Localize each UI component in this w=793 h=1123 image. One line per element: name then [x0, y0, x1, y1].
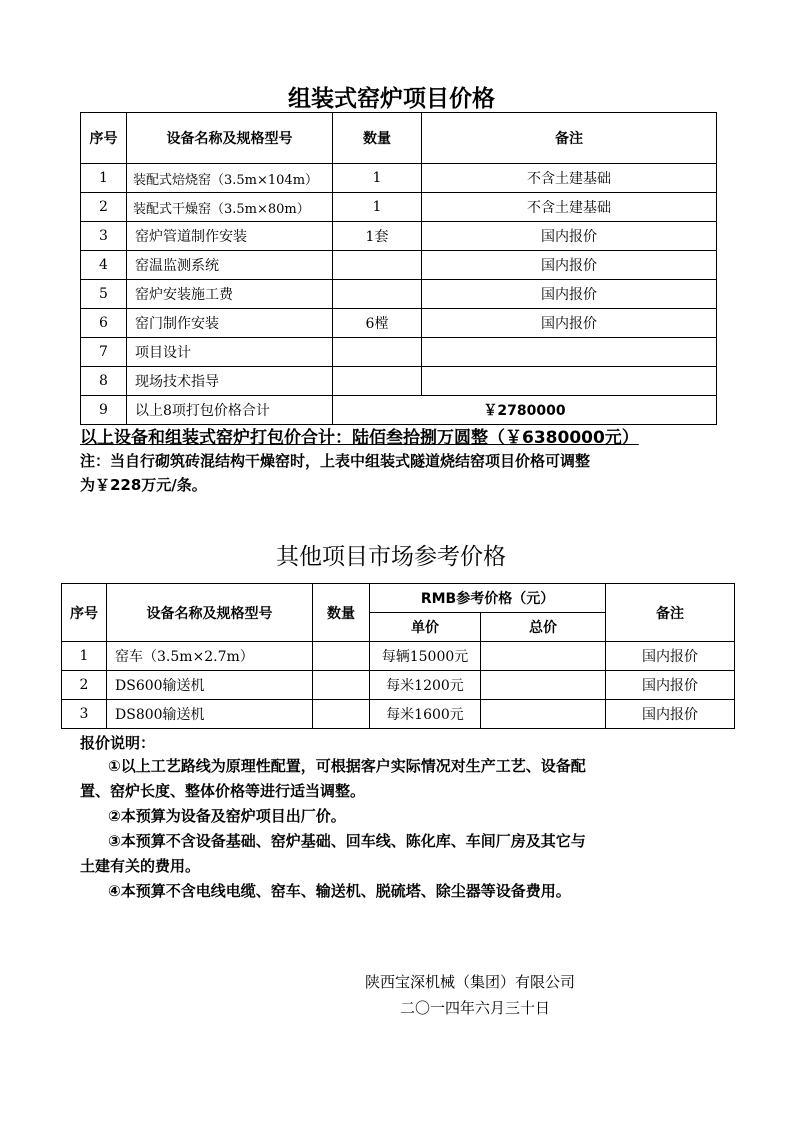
row-name: 窑炉安装施工费 [127, 280, 333, 309]
row-note: 国内报价 [606, 642, 735, 671]
row-note: 国内报价 [606, 671, 735, 700]
header-note: 备注 [606, 584, 735, 642]
remarks-heading: 报价说明： [80, 734, 156, 752]
row-qty: 1 [333, 193, 422, 222]
row-no: 1 [81, 164, 127, 193]
row-note: 国内报价 [422, 280, 717, 309]
row-name: DS600输送机 [107, 671, 313, 700]
header-qty: 数量 [333, 113, 422, 164]
row-note: 国内报价 [422, 251, 717, 280]
row-total-price [481, 700, 606, 729]
row-unit-price: 每米1600元 [370, 700, 481, 729]
total-row-price: ￥2780000 [333, 396, 717, 425]
table-row [81, 222, 717, 251]
row-note [422, 338, 717, 367]
header-total-price: 总价 [481, 613, 606, 642]
reference-price-table [61, 583, 735, 729]
row-name: DS800输送机 [107, 700, 313, 729]
table-row [62, 700, 735, 729]
note-line-1: 注：当自行砌筑砖混结构干燥窑时，上表中组装式隧道烧结窑项目价格可调整 [80, 452, 591, 470]
row-name: 窑炉管道制作安装 [127, 222, 333, 251]
total-row-no: 9 [81, 396, 127, 425]
row-name: 装配式干燥窑（3.5m×80m） [127, 193, 333, 222]
row-no: 6 [81, 309, 127, 338]
remark-3-line-2: 土建有关的费用。 [80, 857, 201, 875]
row-qty: 6樘 [333, 309, 422, 338]
section1-title: 组装式窑炉项目价格 [288, 86, 495, 112]
table-total-row [81, 396, 717, 425]
table-row [81, 309, 717, 338]
remark-4: ④本预算不含电线电缆、窑车、输送机、脱硫塔、除尘器等设备费用。 [108, 882, 571, 900]
row-qty: 1套 [333, 222, 422, 251]
row-qty [313, 642, 370, 671]
header-qty: 数量 [313, 584, 370, 642]
row-note [422, 367, 717, 396]
row-no: 3 [81, 222, 127, 251]
row-name: 装配式焙烧窑（3.5m×104m） [127, 164, 333, 193]
row-qty [333, 367, 422, 396]
row-no: 2 [62, 671, 107, 700]
row-no: 4 [81, 251, 127, 280]
row-name: 窑温监测系统 [127, 251, 333, 280]
row-no: 3 [62, 700, 107, 729]
table-row [81, 367, 717, 396]
row-note: 国内报价 [606, 700, 735, 729]
table-row [62, 671, 735, 700]
kiln-price-table [80, 112, 717, 425]
row-qty [333, 280, 422, 309]
row-no: 2 [81, 193, 127, 222]
package-total: 以上设备和组装式窑炉打包价合计：陆佰叁拾捌万圆整（￥6380000元） [80, 428, 639, 448]
row-total-price [481, 671, 606, 700]
row-unit-price: 每辆15000元 [370, 642, 481, 671]
remark-3-line-1: ③本预算不含设备基础、窑炉基础、回车线、陈化库、车间厂房及其它与 [108, 832, 586, 850]
row-note: 国内报价 [422, 222, 717, 251]
row-qty: 1 [333, 164, 422, 193]
row-note: 不含土建基础 [422, 193, 717, 222]
row-unit-price: 每米1200元 [370, 671, 481, 700]
header-note: 备注 [422, 113, 717, 164]
remark-1-line-1: ①以上工艺路线为原理性配置，可根据客户实际情况对生产工艺、设备配 [108, 757, 586, 775]
row-total-price [481, 642, 606, 671]
row-qty [333, 338, 422, 367]
row-name: 窑车（3.5m×2.7m） [107, 642, 313, 671]
table-row [81, 164, 717, 193]
row-note: 国内报价 [422, 309, 717, 338]
row-no: 1 [62, 642, 107, 671]
row-no: 7 [81, 338, 127, 367]
header-unit-price: 单价 [370, 613, 481, 642]
header-no: 序号 [62, 584, 107, 642]
header-name: 设备名称及规格型号 [127, 113, 333, 164]
row-name: 窑门制作安装 [127, 309, 333, 338]
table-row [81, 338, 717, 367]
table-row [81, 193, 717, 222]
total-row-name: 以上8项打包价格合计 [127, 396, 333, 425]
note-line-2: 为￥228万元/条。 [80, 476, 207, 494]
table-row [62, 642, 735, 671]
company-name: 陕西宝深机械（集团）有限公司 [365, 973, 576, 991]
header-name: 设备名称及规格型号 [107, 584, 313, 642]
row-no: 8 [81, 367, 127, 396]
table-row [81, 280, 717, 309]
remark-2: ②本预算为设备及窑炉项目出厂价。 [108, 807, 346, 825]
table-header-row [81, 113, 717, 164]
row-qty [333, 251, 422, 280]
table-header-row [62, 584, 735, 613]
row-name: 现场技术指导 [127, 367, 333, 396]
remark-1-line-2: 置、窑炉长度、整体价格等进行适当调整。 [80, 782, 366, 800]
header-no: 序号 [81, 113, 127, 164]
row-qty [313, 700, 370, 729]
row-qty [313, 671, 370, 700]
table-row [81, 251, 717, 280]
row-name: 项目设计 [127, 338, 333, 367]
row-no: 5 [81, 280, 127, 309]
section2-title: 其他项目市场参考价格 [276, 544, 506, 570]
header-price-group: RMB参考价格（元） [370, 584, 606, 613]
row-note: 不含土建基础 [422, 164, 717, 193]
document-date: 二〇一四年六月三十日 [400, 999, 551, 1017]
